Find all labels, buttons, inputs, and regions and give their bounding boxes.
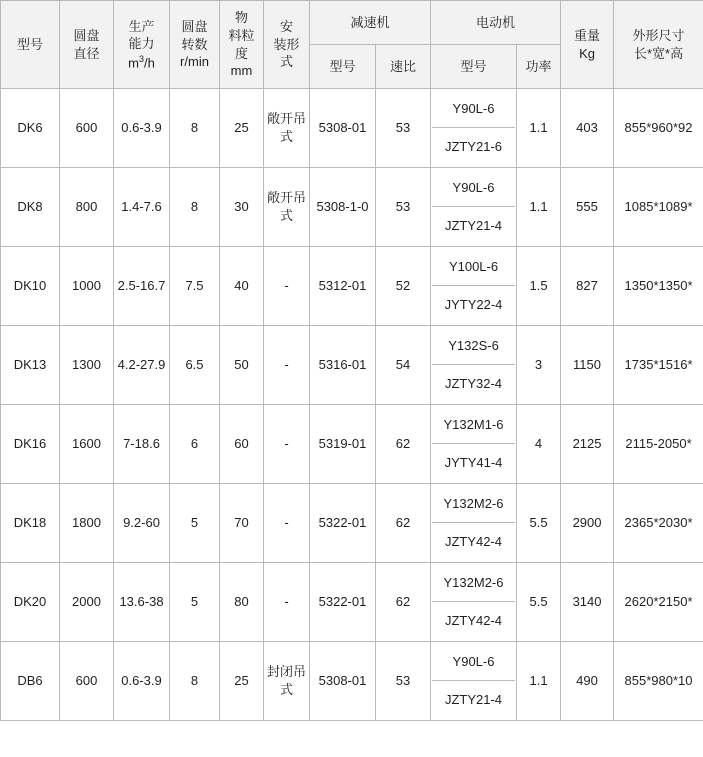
table-row [1,168,703,247]
cell-reducer-model: 5308-01 [310,642,376,721]
header-disc-diameter-line1: 圆盘 [73,27,100,43]
cell-model: DK18 [1,484,60,563]
cell-model: DK20 [1,563,60,642]
cell-grain-size: 25 [220,642,264,721]
cell-install: - [264,405,310,484]
cell-disc-diameter: 600 [60,89,114,168]
cell-motor-models [431,484,517,563]
cell-model: DK6 [1,89,60,168]
cell-reducer-model: 5319-01 [310,405,376,484]
cell-capacity: 2.5-16.7 [114,247,170,326]
cell-capacity: 7-18.6 [114,405,170,484]
header-reducer-ratio: 速比 [376,45,431,89]
cell-reducer-model: 5308-01 [310,89,376,168]
cell-dimensions: 1735*1516* [614,326,703,405]
cell-grain-size: 25 [220,89,264,168]
cell-model: DK8 [1,168,60,247]
cell-power: 1.1 [517,89,561,168]
header-grain-line1: 物 [234,10,248,26]
cell-disc-speed: 5 [170,484,220,563]
cell-power: 5.5 [517,563,561,642]
cell-ratio: 52 [376,247,431,326]
cell-install: 敞开吊式 [264,89,310,168]
cell-disc-diameter: 2000 [60,563,114,642]
cell-model: DB6 [1,642,60,721]
header-model: 型号 [1,1,60,89]
header-install-type [264,1,310,89]
cell-motor-model-2: JZTY32-4 [444,375,503,391]
header-motor: 电动机 [431,1,561,45]
cell-dimensions: 2115-2050* [614,405,703,484]
cell-dimensions: 2620*2150* [614,563,703,642]
cell-power: 1.1 [517,642,561,721]
cell-motor-model-1: Y90L-6 [432,644,515,681]
table-row [1,642,703,721]
cell-install: - [264,247,310,326]
header-reducer: 减速机 [310,1,431,45]
cell-capacity: 1.4-7.6 [114,168,170,247]
cell-grain-size: 40 [220,247,264,326]
cell-disc-diameter: 1000 [60,247,114,326]
header-install-line1: 安 [279,19,293,35]
table-row [1,89,703,168]
header-reducer-model: 型号 [310,45,376,89]
cell-ratio: 53 [376,168,431,247]
cell-motor-model-1: Y100L-6 [432,249,515,286]
header-dimensions [614,1,703,89]
header-disc-speed-line1: 圆盘 [181,19,208,35]
cell-disc-diameter: 1800 [60,484,114,563]
header-grain-line4: mm [230,63,253,79]
cell-dimensions: 2365*2030* [614,484,703,563]
header-install-line3: 式 [279,54,293,70]
cell-power: 5.5 [517,484,561,563]
cell-disc-speed: 5 [170,563,220,642]
header-motor-model: 型号 [431,45,517,89]
header-weight [561,1,614,89]
cell-disc-speed: 6.5 [170,326,220,405]
cell-motor-model-2: JZTY42-4 [444,533,503,549]
header-capacity-unit-sup: 3 [138,53,144,64]
cell-motor-model-1: Y132M2-6 [432,486,515,523]
cell-install: - [264,563,310,642]
cell-motor-model-1: Y132S-6 [432,328,515,365]
header-grain-size [220,1,264,89]
cell-motor-models [431,247,517,326]
header-disc-diameter [60,1,114,89]
header-disc-speed-line2: 转数 [181,36,208,52]
cell-motor-model-1: Y90L-6 [432,170,515,207]
header-dimensions-line1: 外形尺寸 [632,27,685,43]
cell-power: 1.5 [517,247,561,326]
cell-capacity: 13.6-38 [114,563,170,642]
cell-disc-speed: 7.5 [170,247,220,326]
header-disc-diameter-line2: 直径 [73,45,100,61]
cell-capacity: 0.6-3.9 [114,89,170,168]
header-capacity-line1: 生产 [128,18,155,34]
table-row [1,484,703,563]
cell-weight: 827 [561,247,614,326]
cell-motor-model-2: JZTY42-4 [444,612,503,628]
cell-model: DK16 [1,405,60,484]
table-row [1,326,703,405]
header-grain-line3: 度 [234,45,248,61]
cell-disc-diameter: 1300 [60,326,114,405]
cell-weight: 403 [561,89,614,168]
cell-disc-speed: 8 [170,642,220,721]
cell-grain-size: 60 [220,405,264,484]
cell-install: 敞开吊式 [264,168,310,247]
cell-capacity: 0.6-3.9 [114,642,170,721]
cell-ratio: 53 [376,642,431,721]
cell-motor-models [431,168,517,247]
cell-disc-diameter: 600 [60,642,114,721]
cell-disc-diameter: 1600 [60,405,114,484]
header-weight-line1: 重量 [574,27,601,43]
cell-ratio: 62 [376,563,431,642]
cell-reducer-model: 5322-01 [310,484,376,563]
table-row [1,405,703,484]
cell-weight: 3140 [561,563,614,642]
cell-motor-model-1: Y132M2-6 [432,565,515,602]
cell-motor-model-2: JZTY21-4 [444,217,503,233]
cell-motor-model-1: Y90L-6 [432,91,515,128]
cell-grain-size: 30 [220,168,264,247]
cell-motor-model-1: Y132M1-6 [432,407,515,444]
header-disc-speed-line3: r/min [180,54,209,70]
cell-model: DK13 [1,326,60,405]
cell-ratio: 62 [376,484,431,563]
header-capacity [114,1,170,89]
cell-weight: 2125 [561,405,614,484]
header-capacity-unit-base: m [128,54,139,70]
cell-power: 3 [517,326,561,405]
cell-reducer-model: 5312-01 [310,247,376,326]
cell-model: DK10 [1,247,60,326]
cell-power: 4 [517,405,561,484]
cell-grain-size: 50 [220,326,264,405]
header-disc-speed [170,1,220,89]
cell-reducer-model: 5316-01 [310,326,376,405]
table-header [1,1,703,89]
cell-disc-diameter: 800 [60,168,114,247]
cell-motor-models [431,89,517,168]
cell-dimensions: 855*960*92 [614,89,703,168]
cell-motor-models [431,405,517,484]
header-capacity-line2: 能力 [128,36,155,52]
cell-install: 封闭吊式 [264,642,310,721]
cell-grain-size: 70 [220,484,264,563]
cell-install: - [264,484,310,563]
header-dimensions-line2: 长*宽*高 [633,45,684,61]
cell-install: - [264,326,310,405]
cell-motor-models [431,326,517,405]
cell-weight: 2900 [561,484,614,563]
cell-motor-model-2: JYTY41-4 [444,454,503,470]
cell-capacity: 9.2-60 [114,484,170,563]
cell-disc-speed: 8 [170,89,220,168]
header-row-top [1,1,703,45]
header-grain-line2: 料粒 [228,27,255,43]
cell-ratio: 62 [376,405,431,484]
cell-grain-size: 80 [220,563,264,642]
header-weight-line2: Kg [579,45,595,61]
cell-weight: 1150 [561,326,614,405]
cell-reducer-model: 5308-1-0 [310,168,376,247]
cell-motor-model-2: JZTY21-4 [444,691,503,707]
cell-reducer-model: 5322-01 [310,563,376,642]
cell-power: 1.1 [517,168,561,247]
cell-ratio: 53 [376,89,431,168]
header-capacity-unit-rest: /h [144,54,155,70]
cell-ratio: 54 [376,326,431,405]
cell-disc-speed: 8 [170,168,220,247]
table-row [1,563,703,642]
cell-weight: 490 [561,642,614,721]
cell-motor-models [431,563,517,642]
cell-disc-speed: 6 [170,405,220,484]
cell-motor-models [431,642,517,721]
cell-dimensions: 1085*1089* [614,168,703,247]
header-install-line2: 装形 [273,36,300,52]
cell-motor-model-2: JZTY21-6 [444,138,503,154]
cell-capacity: 4.2-27.9 [114,326,170,405]
cell-dimensions: 1350*1350* [614,247,703,326]
table-body [1,89,703,721]
cell-dimensions: 855*980*10 [614,642,703,721]
cell-weight: 555 [561,168,614,247]
header-motor-power: 功率 [517,45,561,89]
table-row [1,247,703,326]
cell-motor-model-2: JYTY22-4 [444,296,503,312]
